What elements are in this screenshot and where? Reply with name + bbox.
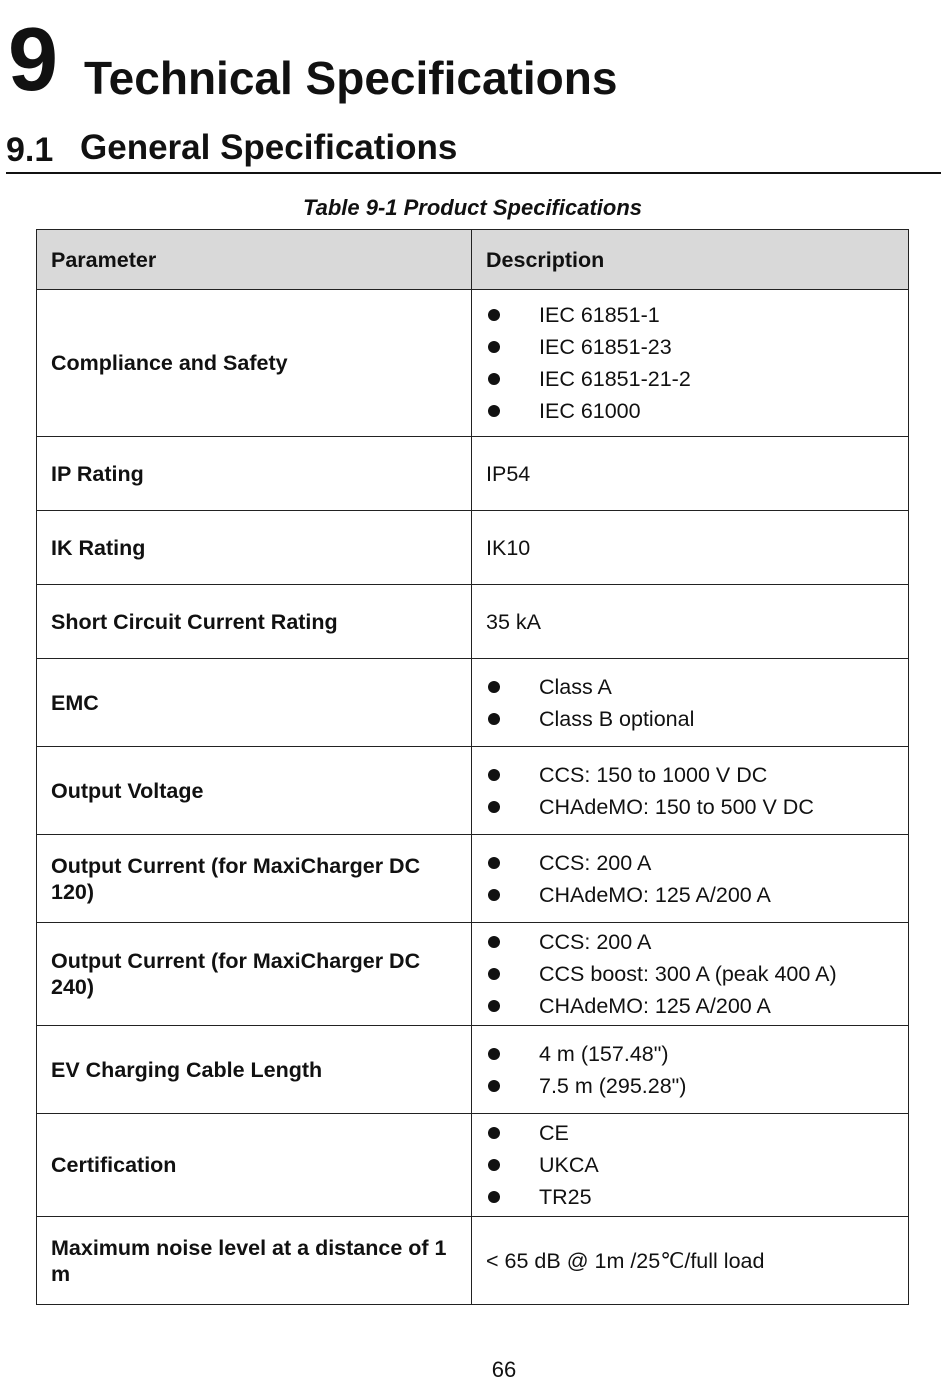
list-item [486,1181,894,1213]
parameter-cell: IP Rating [37,437,472,511]
parameter-cell: IK Rating [37,511,472,585]
specifications-table [36,229,909,1305]
table-body [37,290,909,1305]
table-row [37,585,909,659]
list-item [486,791,894,823]
bullet-text: CCS: 150 to 1000 V DC [539,762,768,787]
parameter-cell: Maximum noise level at a distance of 1 m [37,1217,472,1305]
list-item [486,363,894,395]
description-cell [472,1026,909,1114]
table-row [37,437,909,511]
list-item [486,926,894,958]
bullet-icon [488,1048,500,1060]
bullet-icon [488,309,500,321]
list-item [486,879,894,911]
bullet-icon [488,681,500,693]
table-row [37,290,909,437]
list-item [486,1070,894,1102]
parameter-cell: Output Current (for MaxiCharger DC 120) [37,835,472,923]
description-cell: < 65 dB @ 1m /25℃/full load [472,1217,909,1305]
bullet-text: CHAdeMO: 125 A/200 A [539,994,771,1018]
bullet-list [486,299,894,427]
table-header-row [37,230,909,290]
bullet-text: IEC 61851-23 [539,335,672,359]
bullet-icon [488,713,500,725]
bullet-icon [488,1080,500,1092]
bullet-icon [488,968,500,980]
parameter-cell: Output Voltage [37,747,472,835]
list-item [486,1038,894,1070]
description-cell: 35 kA [472,585,909,659]
list-item [486,759,894,791]
bullet-icon [488,769,500,781]
column-header-parameter: Parameter [37,230,472,290]
bullet-text: CCS: 200 A [539,930,652,954]
list-item [486,1117,894,1149]
bullet-text: UKCA [539,1153,599,1177]
list-item [486,1149,894,1181]
table-row [37,1026,909,1114]
bullet-icon [488,801,500,813]
bullet-list [486,671,894,735]
bullet-text: CE [539,1121,569,1145]
bullet-text: CCS: 200 A [539,850,652,875]
chapter-title: Technical Specifications [84,52,618,104]
section-title: General Specifications [80,128,458,167]
description-cell [472,290,909,437]
bullet-text: IEC 61000 [539,399,641,423]
bullet-icon [488,1159,500,1171]
list-item [486,958,894,990]
table-caption: Table 9-1 Product Specifications [302,195,643,220]
parameter-cell: EV Charging Cable Length [37,1026,472,1114]
bullet-text: CCS boost: 300 A (peak 400 A) [539,962,837,986]
bullet-text: Class B optional [539,706,695,731]
description-cell [472,747,909,835]
table-row [37,923,909,1026]
list-item [486,671,894,703]
bullet-icon [488,405,500,417]
parameter-cell: Short Circuit Current Rating [37,585,472,659]
list-item [486,299,894,331]
bullet-list [486,1038,894,1102]
bullet-icon [488,1000,500,1012]
bullet-list [486,1117,894,1213]
parameter-cell: Compliance and Safety [37,290,472,437]
bullet-icon [488,1191,500,1203]
description-cell [472,923,909,1026]
list-item [486,703,894,735]
bullet-list [486,847,894,911]
bullet-icon [488,889,500,901]
bullet-text: CHAdeMO: 125 A/200 A [539,882,771,907]
description-cell: IP54 [472,437,909,511]
section-number: 9.1 [6,131,54,169]
bullet-text: TR25 [539,1185,592,1209]
table-row [37,659,909,747]
bullet-text: 7.5 m (295.28") [539,1073,687,1098]
table-row [37,511,909,585]
page-number: 66 [491,1357,517,1382]
bullet-icon [488,936,500,948]
table-row [37,1217,909,1305]
column-header-description: Description [472,230,909,290]
bullet-text: IEC 61851-1 [539,303,660,327]
list-item [486,395,894,427]
bullet-icon [488,341,500,353]
parameter-cell: Certification [37,1114,472,1217]
chapter-number: 9 [8,10,59,110]
list-item [486,990,894,1022]
bullet-list [486,926,894,1022]
description-cell [472,1114,909,1217]
parameter-cell: EMC [37,659,472,747]
bullet-list [486,759,894,823]
section-heading [6,128,941,174]
bullet-text: 4 m (157.48") [539,1041,669,1066]
bullet-text: Class A [539,674,612,699]
description-cell [472,835,909,923]
bullet-icon [488,1127,500,1139]
table-row [37,835,909,923]
list-item [486,847,894,879]
bullet-icon [488,373,500,385]
description-cell [472,659,909,747]
description-cell: IK10 [472,511,909,585]
list-item [486,331,894,363]
parameter-cell: Output Current (for MaxiCharger DC 240) [37,923,472,1026]
bullet-icon [488,857,500,869]
bullet-text: IEC 61851-21-2 [539,367,691,391]
bullet-text: CHAdeMO: 150 to 500 V DC [539,794,814,819]
table-row [37,747,909,835]
table-row [37,1114,909,1217]
